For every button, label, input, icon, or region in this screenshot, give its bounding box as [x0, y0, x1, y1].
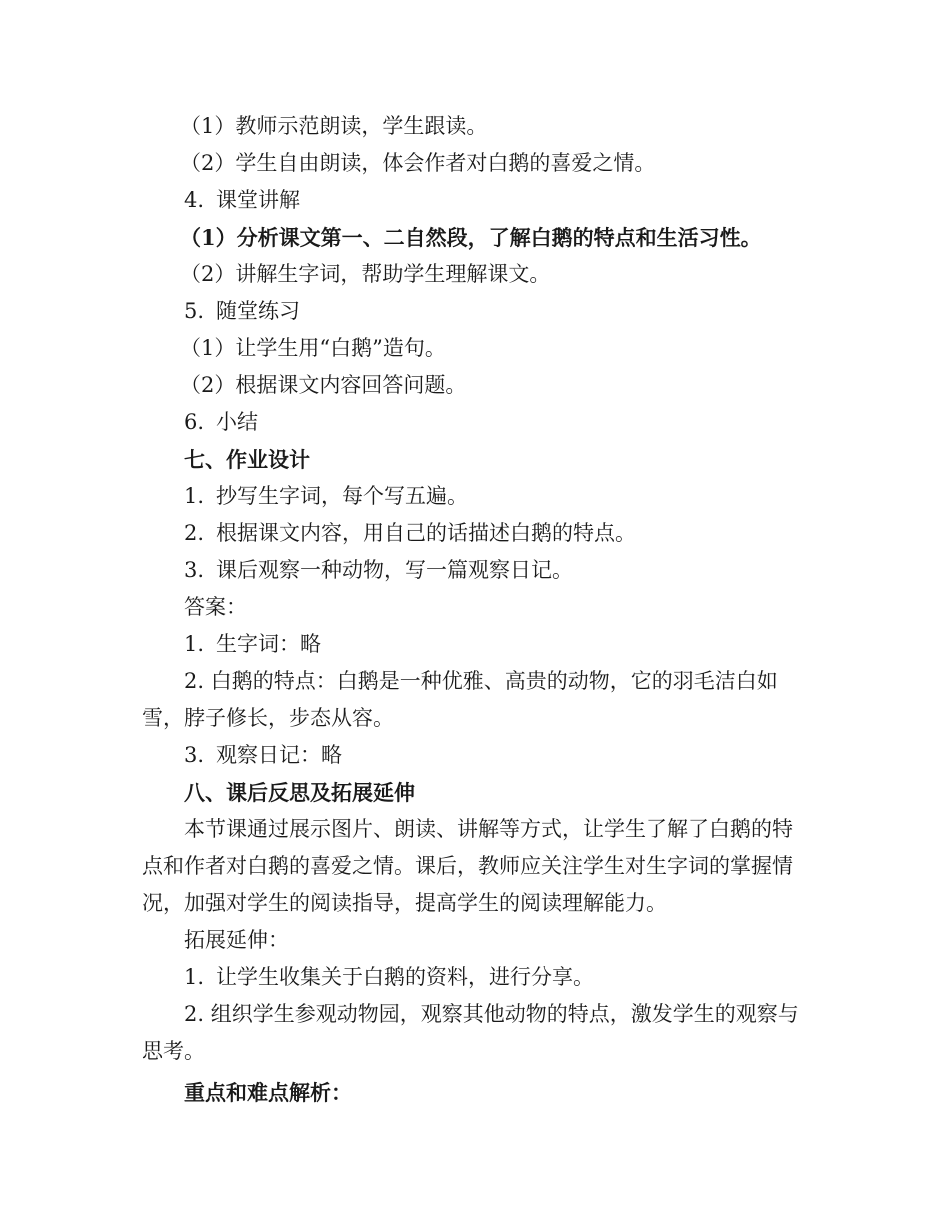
- homework-item-1: [142, 478, 807, 515]
- section-7-heading: 七、作业设计: [184, 447, 310, 472]
- step-6-number: 6.: [184, 410, 205, 434]
- step-3-1: （1）教师示范朗读，学生跟读。: [180, 114, 488, 138]
- step-4-1: （1）分析课文第一、二自然段，了解白鹅的特点和生活习性。: [180, 225, 762, 250]
- homework-1-number: 1.: [184, 484, 205, 508]
- reflection-paragraph: 本节课通过展示图片、朗读、讲解等方式，让学生了解了白鹅的特点和作者对白鹅的喜爱之情。课后，教师应关注学生对生字词的掌握情况，加强对学生的阅读指导，提高学生的阅读理解能力。: [142, 817, 793, 915]
- extension-label: 拓展延伸：: [184, 928, 289, 952]
- answer-item-2: 2. 白鹅的特点：白鹅是一种优雅、高贵的动物，它的羽毛洁白如雪，脖子修长，步态从容。: [142, 669, 778, 730]
- answer-3-number: 3.: [184, 743, 205, 767]
- step-6-heading: [142, 404, 807, 441]
- key-points-heading: 重点和难点解析：: [184, 1080, 352, 1105]
- step-5-heading: [142, 293, 807, 330]
- extension-1-number: 1.: [184, 965, 205, 989]
- homework-3-text: 课后观察一种动物，写一篇观察日记。: [216, 558, 573, 582]
- answer-1-number: 1.: [184, 632, 205, 656]
- extension-item-2: 2. 组织学生参观动物园，观察其他动物的特点，激发学生的观察与思考。: [142, 1002, 799, 1063]
- document-body: [142, 108, 807, 1111]
- answer-1-text: 生字词：略: [216, 632, 321, 656]
- answer-3-text: 观察日记：略: [216, 743, 342, 767]
- section-8-heading: 八、课后反思及拓展延伸: [184, 780, 415, 805]
- answer-item-1: [142, 626, 807, 663]
- step-5-2: （2）根据课文内容回答问题。: [180, 373, 467, 397]
- homework-3-number: 3.: [184, 558, 205, 582]
- extension-item-1: [142, 959, 807, 996]
- step-3-2: （2）学生自由朗读，体会作者对白鹅的喜爱之情。: [180, 151, 656, 175]
- homework-2-number: 2.: [184, 521, 205, 545]
- homework-item-2: [142, 515, 807, 552]
- step-6-text: 小结: [216, 410, 258, 434]
- answer-item-3: [142, 737, 807, 774]
- step-4-text: 课堂讲解: [216, 188, 300, 212]
- step-4-heading: [142, 182, 807, 219]
- step-5-number: 5.: [184, 299, 205, 323]
- homework-2-text: 根据课文内容，用自己的话描述白鹅的特点。: [216, 521, 636, 545]
- step-5-text: 随堂练习: [216, 299, 300, 323]
- step-5-1: （1）让学生用“白鹅”造句。: [180, 336, 446, 360]
- homework-item-3: [142, 552, 807, 589]
- answer-label: 答案：: [184, 595, 247, 619]
- extension-1-text: 让学生收集关于白鹅的资料，进行分享。: [216, 965, 594, 989]
- step-4-number: 4.: [184, 188, 205, 212]
- step-4-2: （2）讲解生字词，帮助学生理解课文。: [180, 262, 551, 286]
- homework-1-text: 抄写生字词，每个写五遍。: [216, 484, 468, 508]
